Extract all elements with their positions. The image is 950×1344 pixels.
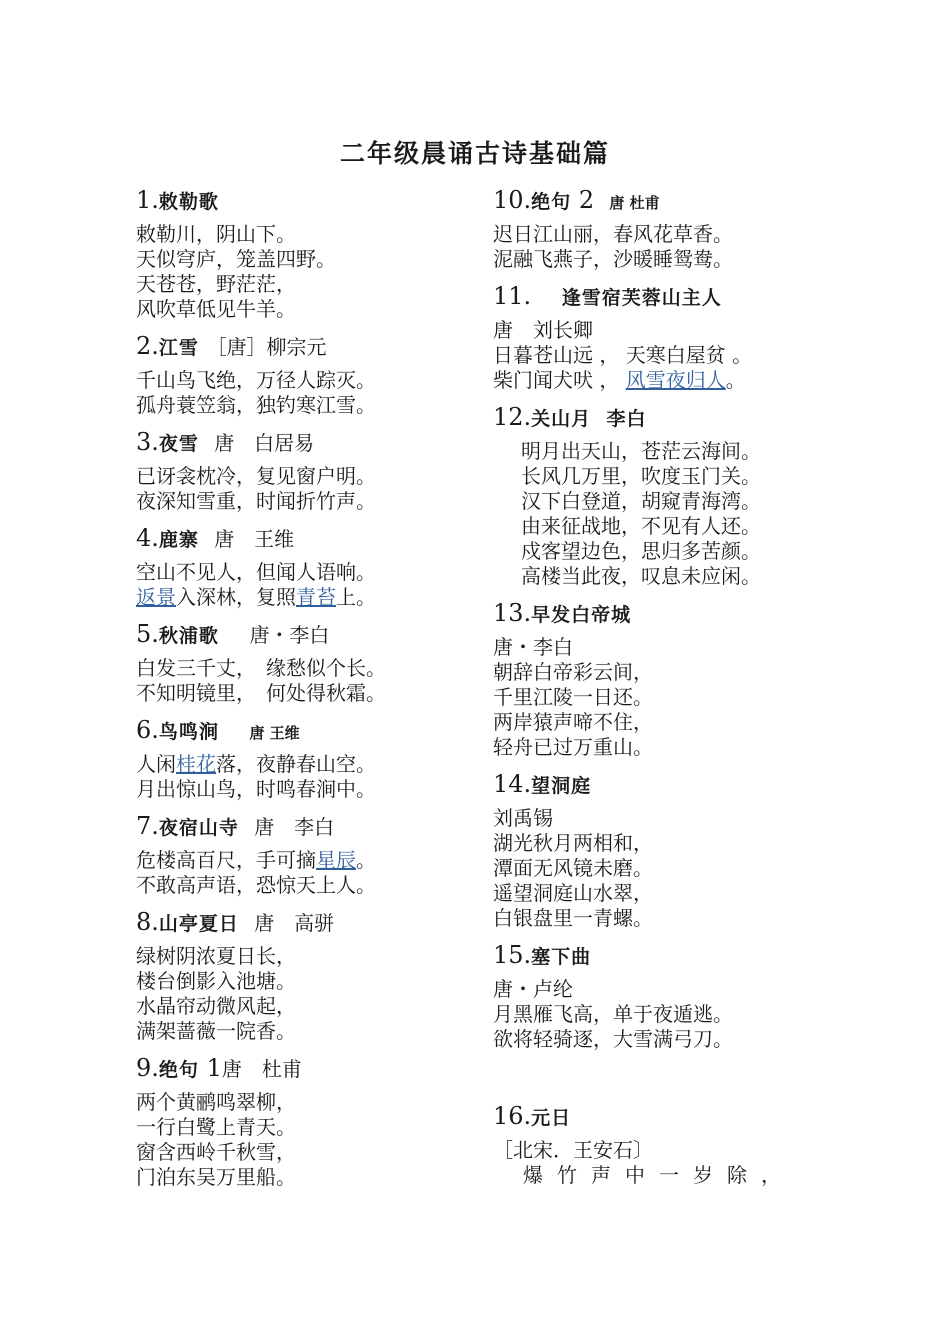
poem-line: 空山不见人，但闻人语响。 [136, 560, 376, 584]
poem-line: 泥融飞燕子，沙暖睡鸳鸯。 [493, 247, 733, 271]
poem-line [136, 848, 466, 873]
poem-2 [136, 332, 466, 418]
poem-9 [136, 1054, 466, 1190]
poem-line: 爆竹声中一岁除， [523, 1163, 795, 1187]
line-text: 危楼高百尺，手可摘 [136, 848, 316, 872]
right-column [493, 186, 823, 1198]
poem-heading [136, 428, 466, 458]
left-column [136, 186, 466, 1200]
poem-line: 绿树阴浓夏日长， [136, 944, 296, 968]
poem-line: 一行白鹭上青天。 [136, 1115, 296, 1139]
line-text: 入深林，复照 [176, 585, 296, 609]
poem-heading [493, 1102, 823, 1132]
poem-heading [493, 599, 823, 629]
poem-line: 白银盘里一青螺。 [493, 906, 653, 930]
poem-number: 10. [493, 186, 532, 214]
poem-title: 关山月 [531, 408, 592, 430]
poem-line: 天苍苍，野茫茫， [136, 272, 296, 296]
poem-16 [493, 1102, 823, 1188]
poem-author: 唐 高骈 [254, 911, 335, 935]
poem-heading [493, 186, 823, 216]
poem-heading [493, 403, 823, 433]
poem-8 [136, 908, 466, 1044]
poem-15 [493, 941, 823, 1052]
poem-line: 月出惊山鸟，时鸣春涧中。 [136, 777, 376, 801]
poem-number: 15. [493, 941, 532, 969]
poem-heading [136, 524, 466, 554]
poem-10 [493, 186, 823, 272]
poem-title: 秋浦歌 [158, 625, 219, 647]
poem-line: 遥望洞庭山水翠， [493, 881, 653, 905]
poem-line: 千山鸟飞绝，万径人踪灭。 [136, 368, 376, 392]
poem-line: 水晶帘动微风起， [136, 994, 296, 1018]
poem-number: 12. [493, 403, 532, 431]
line-text: 。 [356, 848, 376, 872]
word-link[interactable]: 桂花 [176, 752, 216, 776]
poem-line: 月黑雁飞高，单于夜遁逃。 [493, 1002, 733, 1026]
poem-line: 窗含西岭千秋雪， [136, 1140, 296, 1164]
poem-6 [136, 716, 466, 802]
poem-number: 9. [136, 1054, 159, 1082]
poem-author: 唐・李白 [249, 623, 330, 647]
poem-title: 山亭夏日 [158, 913, 239, 935]
poem-3 [136, 428, 466, 514]
poem-line: 高楼当此夜，叹息未应闲。 [521, 564, 761, 588]
poem-line: 不知明镜里， 何处得秋霜。 [136, 681, 386, 705]
poem-heading [136, 812, 466, 842]
poem-number: 5. [136, 620, 159, 648]
poem-author: 李白 [606, 408, 647, 430]
poem-line: 轻舟已过万重山。 [493, 735, 653, 759]
poem-line: 长风几万里，吹度玉门关。 [521, 464, 761, 488]
poem-line: 汉下白登道，胡窥青海湾。 [521, 489, 761, 513]
poem-line: 欲将轻骑逐，大雪满弓刀。 [493, 1027, 733, 1051]
poem-author: 唐 李白 [254, 815, 335, 839]
poem-title: 江雪 [158, 337, 199, 359]
poem-title: 绝句 [531, 191, 572, 213]
poem-author: 唐 杜甫 [221, 1057, 302, 1081]
poem-title: 逢雪宿芙蓉山主人 [561, 287, 722, 309]
poem-title: 鹿寨 [158, 529, 199, 551]
poem-line: 楼台倒影入池塘。 [136, 969, 296, 993]
poem-author: 唐 王维 [214, 527, 295, 551]
line-text: 上。 [336, 585, 376, 609]
poem-14 [493, 770, 823, 931]
poem-number: 8. [136, 908, 159, 936]
poem-author: ［唐］柳宗元 [206, 335, 327, 359]
poem-11 [493, 282, 823, 393]
poem-title: 夜雪 [158, 433, 199, 455]
poem-1 [136, 186, 466, 322]
page-title: 二年级晨诵古诗基础篇 [339, 139, 610, 168]
poem-number: 4. [136, 524, 159, 552]
poem-4 [136, 524, 466, 610]
poem-author: ［北宋．王安石〕 [493, 1138, 653, 1162]
poem-heading [493, 770, 823, 800]
word-link[interactable]: 风雪夜归人 [625, 368, 726, 392]
poem-author: 唐 白居易 [214, 431, 315, 455]
poem-5 [136, 620, 466, 706]
poem-line: 敕勒川，阴山下。 [136, 222, 296, 246]
poem-title: 塞下曲 [531, 946, 592, 968]
line-text: 柴门闻犬吠 ， [493, 368, 620, 392]
poem-line: 天似穹庐，笼盖四野。 [136, 247, 336, 271]
word-link[interactable]: 青苔 [296, 585, 336, 609]
poem-line: 日暮苍山远 ， 天寒白屋贫 。 [493, 343, 753, 367]
poem-author: 唐 杜甫 [609, 194, 660, 212]
poem-subnumber: 2 [578, 186, 595, 214]
poem-author: 唐 王维 [249, 724, 300, 742]
poem-line: 潭面无风镜未磨。 [493, 856, 653, 880]
poem-13 [493, 599, 823, 760]
poem-author: 唐・卢纶 [493, 977, 573, 1001]
poem-number: 14. [493, 770, 532, 798]
poem-line: 已讶衾枕冷，复见窗户明。 [136, 464, 376, 488]
poem-line: 朝辞白帝彩云间， [493, 660, 653, 684]
poem-line: 两个黄鹂鸣翠柳， [136, 1090, 296, 1114]
poem-line: 孤舟蓑笠翁，独钓寒江雪。 [136, 393, 376, 417]
spacer [493, 1062, 823, 1102]
poem-heading [136, 186, 466, 216]
poem-number: 16. [493, 1102, 532, 1130]
poem-number: 11. [493, 282, 532, 310]
poem-line: 千里江陵一日还。 [493, 685, 653, 709]
poem-subnumber: 1 [206, 1054, 222, 1082]
poem-line: 由来征战地，不见有人还。 [521, 514, 761, 538]
poem-title: 望洞庭 [531, 775, 592, 797]
poem-line: 迟日江山丽，春风花草香。 [493, 222, 733, 246]
poem-heading [136, 620, 466, 650]
poem-7 [136, 812, 466, 898]
poem-line: 湖光秋月两相和， [493, 831, 653, 855]
poem-line: 明月出天山，苍茫云海间。 [521, 439, 761, 463]
line-text: 。 [725, 368, 746, 392]
poem-title: 绝句 [158, 1059, 199, 1081]
poem-line: 两岸猿声啼不住， [493, 710, 653, 734]
line-text: 人闲 [136, 752, 176, 776]
line-text: 落，夜静春山空。 [216, 752, 376, 776]
poem-title: 夜宿山寺 [158, 817, 239, 839]
poem-line: 戍客望边色，思归多苦颜。 [521, 539, 761, 563]
poem-title: 敕勒歌 [158, 191, 219, 213]
poem-heading [136, 1054, 466, 1084]
word-link[interactable]: 返景 [136, 585, 176, 609]
poem-line [493, 368, 823, 393]
poem-line: 不敢高声语，恐惊天上人。 [136, 873, 376, 897]
word-link[interactable]: 星辰 [316, 848, 356, 872]
poem-line: 白发三千丈， 缘愁似个长。 [136, 656, 386, 680]
poem-heading [136, 716, 466, 746]
poem-line: 风吹草低见牛羊。 [136, 297, 296, 321]
poem-title: 早发白帝城 [531, 604, 632, 626]
poem-heading [493, 941, 823, 971]
poem-number: 1. [136, 186, 159, 214]
poem-line: 门泊东吴万里船。 [136, 1165, 296, 1189]
poem-heading [136, 908, 466, 938]
poem-author: 刘禹锡 [493, 806, 553, 830]
poem-heading [493, 282, 823, 312]
poem-title: 鸟鸣涧 [158, 721, 219, 743]
poem-line: 满架蔷薇一院香。 [136, 1019, 296, 1043]
poem-number: 3. [136, 428, 159, 456]
poem-line [136, 585, 466, 610]
poem-number: 2. [136, 332, 159, 360]
poem-line [136, 752, 466, 777]
poem-number: 13. [493, 599, 532, 627]
poem-number: 6. [136, 716, 159, 744]
poem-title: 元日 [531, 1107, 572, 1129]
poem-heading [136, 332, 466, 362]
poem-12 [493, 403, 823, 589]
poem-author: 唐 刘长卿 [493, 318, 593, 342]
poem-number: 7. [136, 812, 159, 840]
poem-author: 唐・李白 [493, 635, 573, 659]
poem-line: 夜深知雪重，时闻折竹声。 [136, 489, 376, 513]
